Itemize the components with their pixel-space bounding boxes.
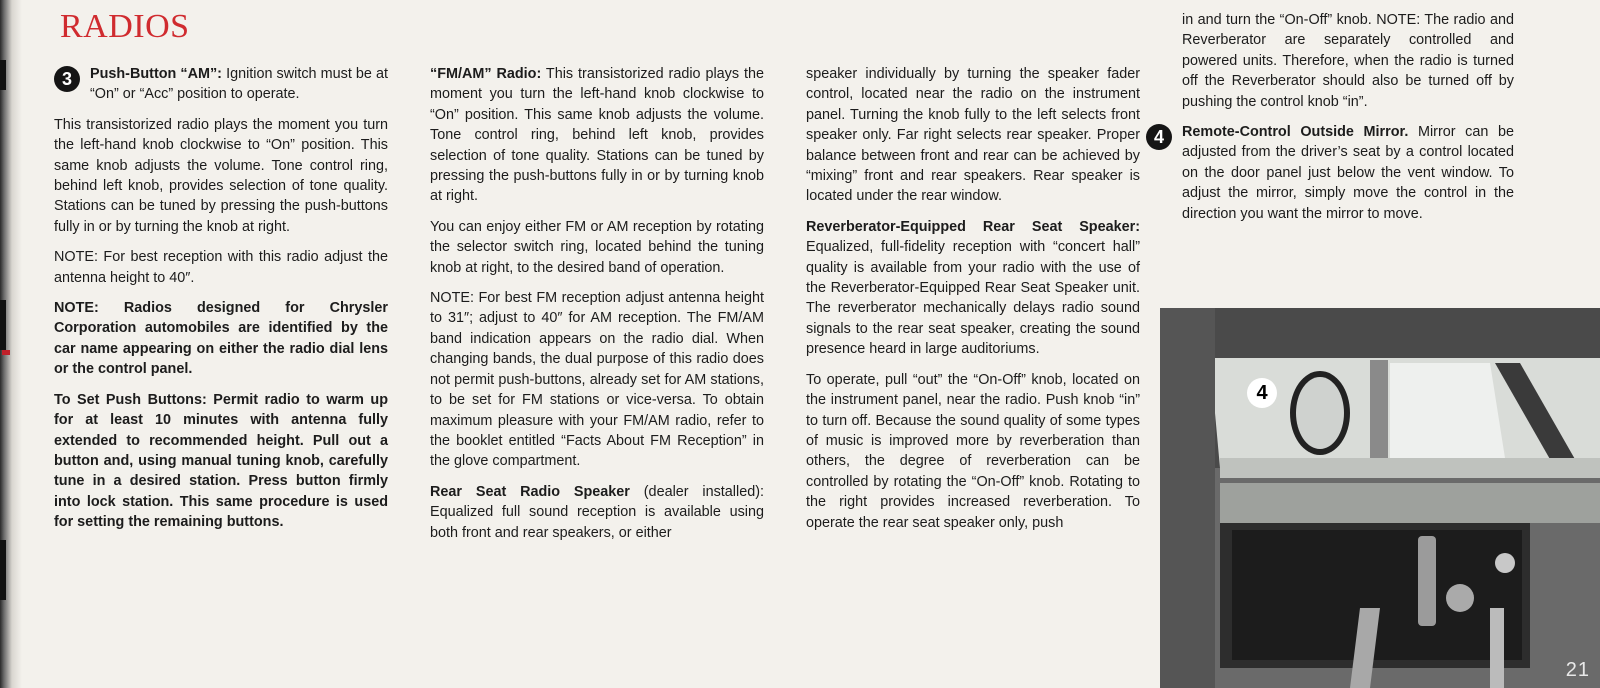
rear-seat-speaker-heading: Rear Seat Radio Speaker xyxy=(430,483,630,500)
page-number: 21 xyxy=(1565,659,1590,681)
push-button-am-section xyxy=(54,64,388,105)
spine-mark xyxy=(0,300,6,350)
fm-am-section xyxy=(430,64,764,207)
reverberator-section xyxy=(806,217,1140,360)
reverberator-operation-paragraph: To operate, pull “out” the “On-Off” knob, located on the instrument panel, near the radio. Push knob “in” to turn off. Because the sound quality of some types of music is improved more by reverberation than others, the degree of reverberation can be controlled by rotating the “On-Off” knob. Rotating to the right provides increased reverberation. To operate the rear seat speaker only, push xyxy=(806,371,1140,531)
column-4 xyxy=(1153,10,1514,234)
binding-spine xyxy=(0,0,22,688)
photo-badge-4: 4 xyxy=(1247,378,1277,408)
reverberator-text: Equalized, full-fidelity reception with “concert hall” quality is available from your radio with the use of the Reverberator-Equipped Rear Seat Speaker unit. The reverberator mechanically delays radio sound signals to the rear seat speaker, creating the sound presence heard in large auditoriums. xyxy=(806,239,1140,358)
outside-mirror-text: Mirror can be adjusted from the driver’s seat by a control located on the door panel just below the vent window. To adjust the mirror, simply move the control in the direction you want the mirror to move. xyxy=(1182,124,1514,222)
outside-mirror-heading: Remote-Control Outside Mirror. xyxy=(1182,124,1409,141)
column-2 xyxy=(430,64,764,553)
push-button-am-text: Ignition switch must be at “On” or “Acc” position to operate. xyxy=(90,66,388,103)
column-3 xyxy=(806,64,1140,543)
section-4-badge: 4 xyxy=(1146,124,1172,150)
set-push-buttons-instructions: To Set Push Buttons: Permit radio to warm up for at least 10 minutes with antenna fully extended to recommended height. Pull out a button and, using manual tuning knob, carefully tune in a desired station. Press button firmly into lock station. This same procedure is used for setting the remaining buttons. xyxy=(54,391,388,531)
fm-am-text: This transistorized radio plays the moment you turn the left-hand knob clockwise to “On” position. This same knob adjusts the volume. Tone control ring, behind left knob, provides selection of tone quality. Stations can be tuned by pressing the push-buttons fully in or by turning knob at right. xyxy=(430,66,764,205)
radio-operation-paragraph: This transistorized radio plays the moment you turn the left-hand knob clockwise to “On” position. This same knob adjusts the volume. Tone control ring, behind left knob, provides selection of tone quality. Stations can be tuned by pressing the push-buttons fully in or by turning the knob at right. xyxy=(54,116,388,235)
door-mirror-illustration xyxy=(1160,308,1600,688)
door-mirror-photo xyxy=(1160,308,1600,688)
fm-antenna-note: NOTE: For best FM reception adjust antenna height to 31″; adjust to 40″ for AM reception. The FM/AM band indication appears on the radio dial. When changing bands, the dual purpose of this radio does not permit push-buttons, already set for AM stations, to be set for FM stations or vice-versa. To obtain maximum pleasure with your FM/AM radio, refer to the booklet entitled “Facts About FM Reception” in the glove compartment. xyxy=(430,290,764,470)
rear-seat-speaker-section xyxy=(430,482,764,543)
reverberator-heading: Reverberator-Equipped Rear Seat Speaker: xyxy=(806,218,1140,235)
spine-mark xyxy=(0,540,6,600)
reverberator-note-paragraph: in and turn the “On-Off” knob. NOTE: The radio and Reverberator are separately controlled and powered units. Therefore, when the radio is turned off the Reverberator should also be turned off by pushing the control knob “in”. xyxy=(1182,12,1514,110)
fm-am-heading: “FM/AM” Radio: xyxy=(430,66,542,82)
push-button-am-heading: Push-Button “AM”: xyxy=(90,66,222,82)
spine-mark xyxy=(0,60,6,90)
outside-mirror-section xyxy=(1146,122,1514,224)
spine-red-mark xyxy=(2,350,10,355)
rear-seat-speaker-text: (dealer installed): Equalized full sound reception is available using both front and rear speakers, or either xyxy=(430,483,764,541)
band-selection-paragraph: You can enjoy either FM or AM reception by rotating the selector switch ring, located behind the tuning knob at right, to the desired band of operation. xyxy=(430,218,764,276)
speaker-fader-paragraph: speaker individually by turning the speaker fader control, located near the radio on the instrument panel. Turning the knob fully to the left selects front speaker only. Far right selects rear speaker. Proper balance between front and rear can be achieved by “mixing” front and rear speakers. Rear speaker is located under the rear window. xyxy=(806,66,1140,205)
page-title: RADIOS xyxy=(60,8,190,45)
section-3-badge: 3 xyxy=(54,66,80,92)
chrysler-radio-note: NOTE: Radios designed for Chrysler Corporation automobiles are identified by the car name appearing on either the radio dial lens or the control panel. xyxy=(54,300,388,378)
antenna-note: NOTE: For best reception with this radio adjust the antenna height to 40″. xyxy=(54,249,388,286)
column-1 xyxy=(54,64,388,543)
